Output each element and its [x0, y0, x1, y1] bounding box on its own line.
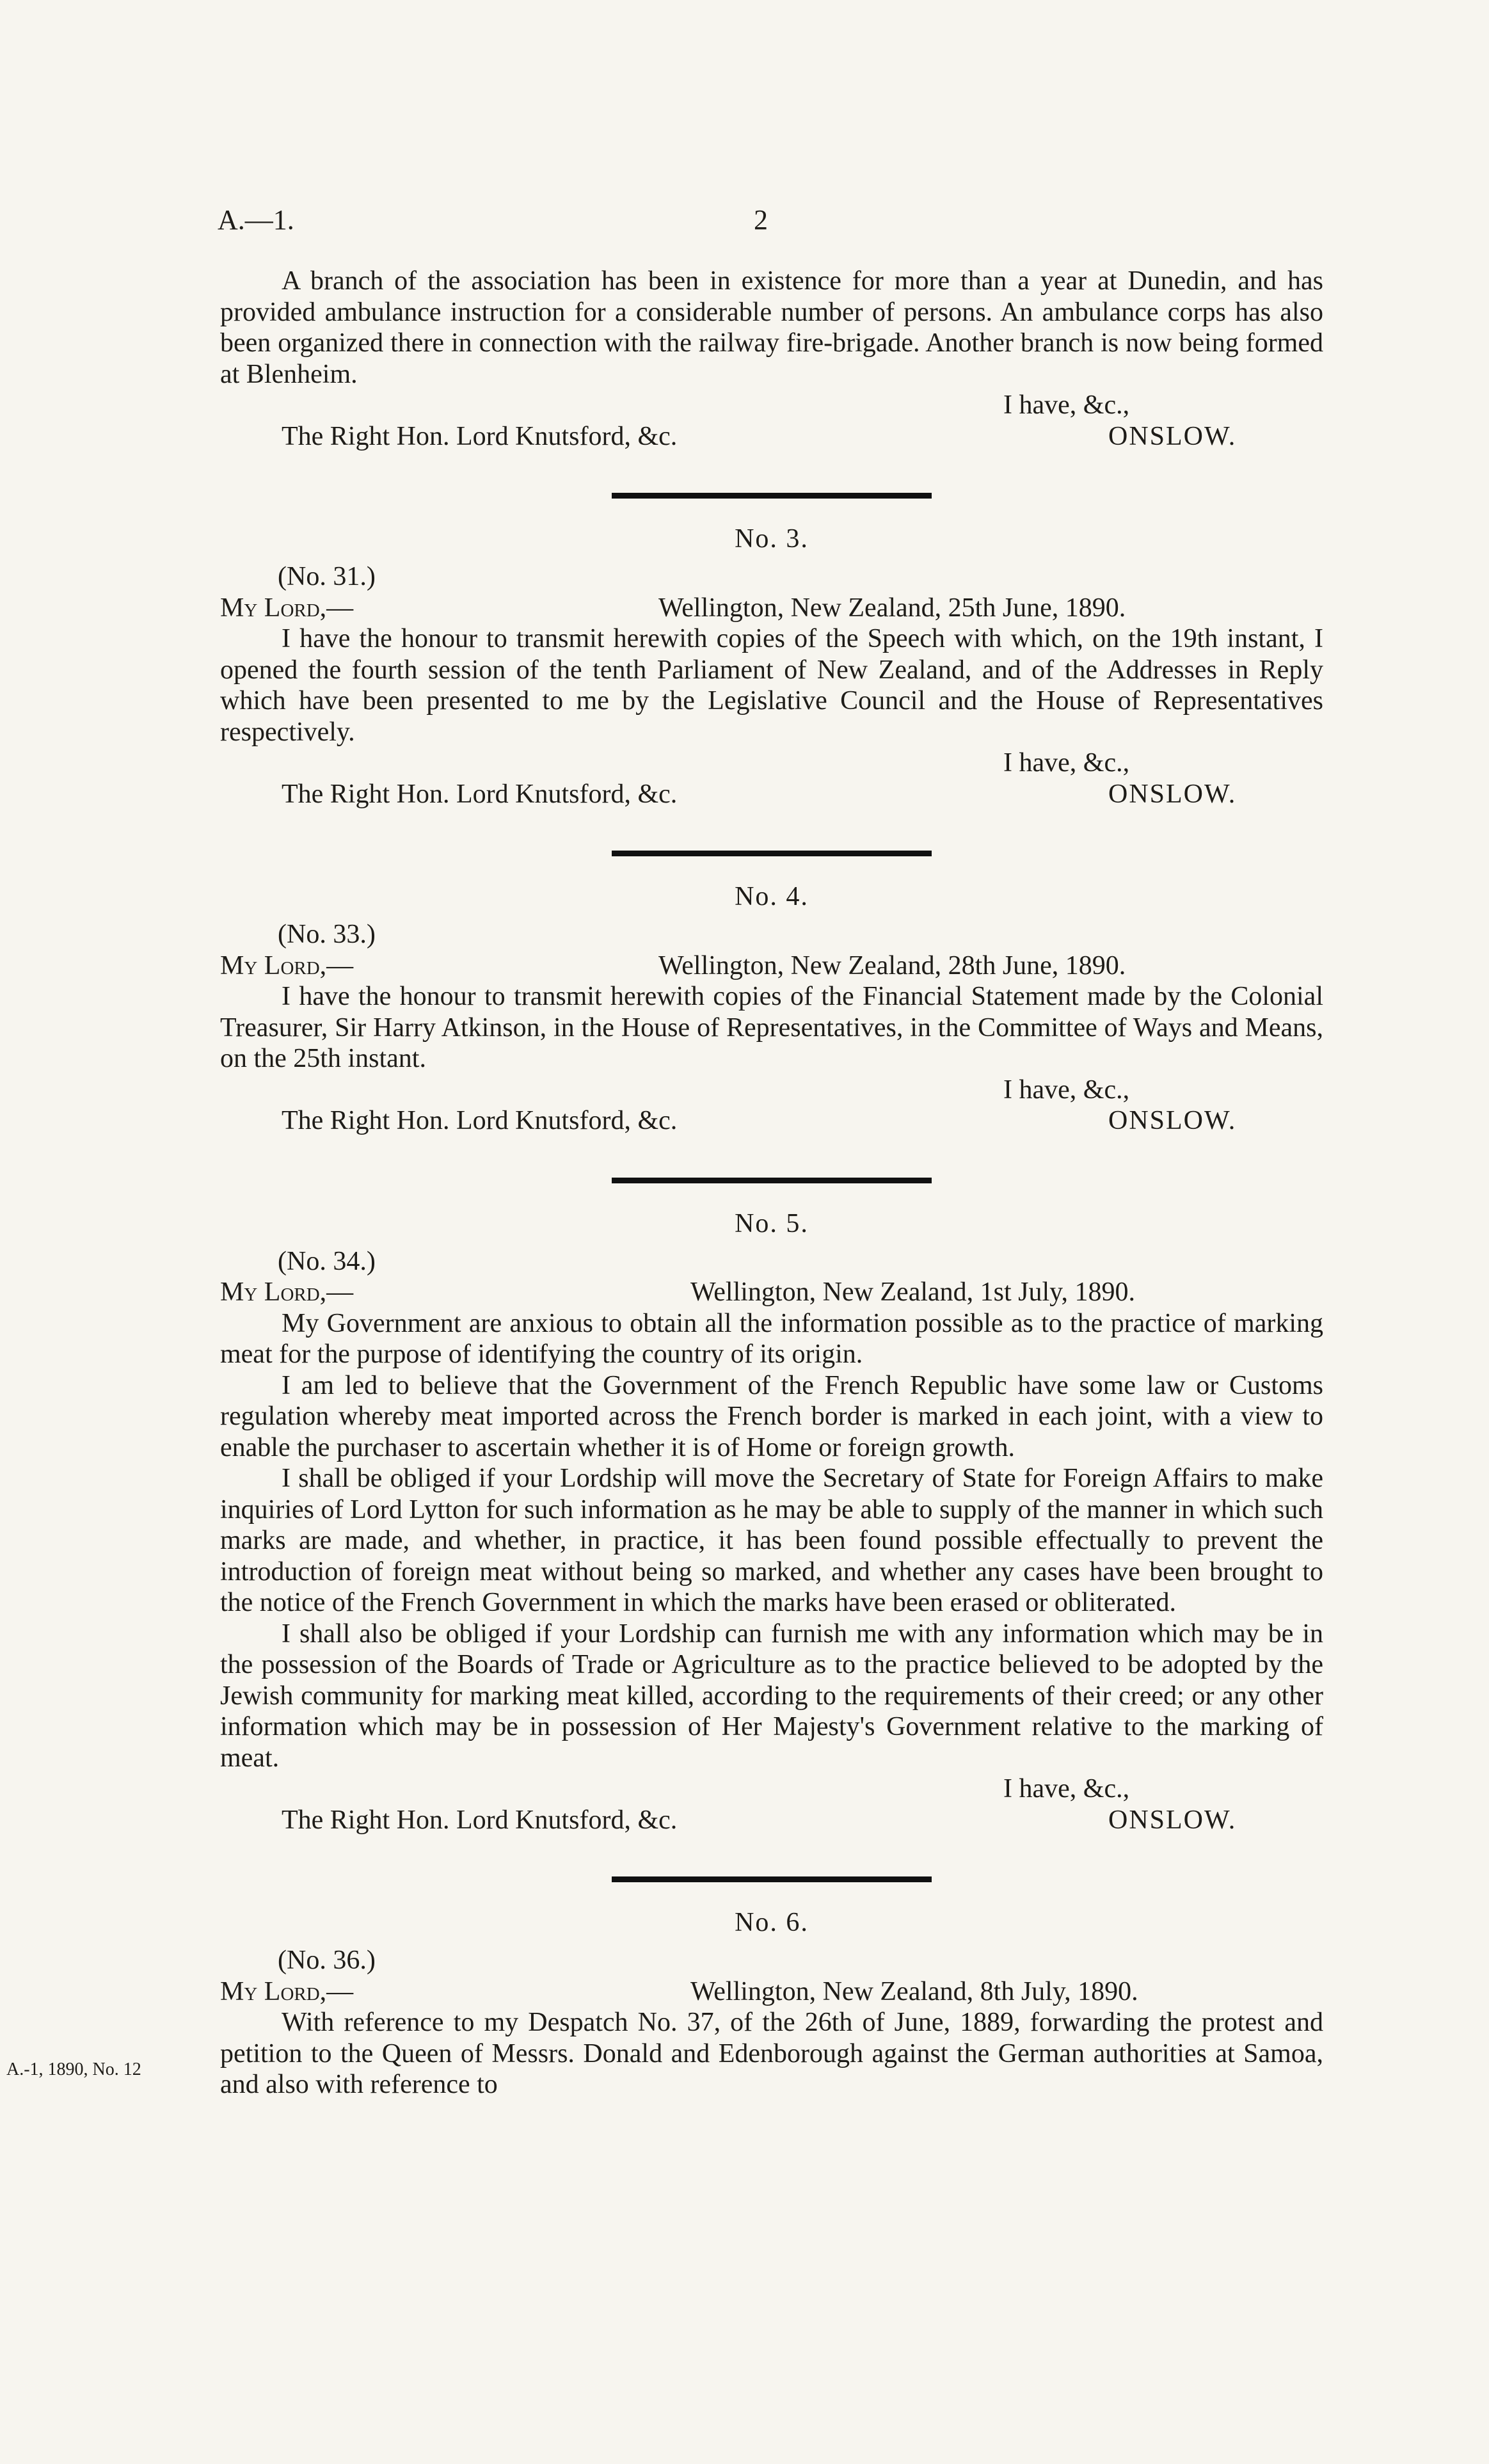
document-reference: A.—1. — [218, 204, 294, 236]
dispatch-paragraph: I shall be obliged if your Lordship will move the Secretary of State for Foreign Affairs to make inquiries of Lord Lytton for such information as he may be able to supply of the manner in which such marks are made, and whether, in practice, it has been found possible effectually to prevent the introduction of foreign meat without being so marked, and whether any cases have been brought to the notice of the French Government in which the marks have been erased or obliterated. — [220, 1464, 1323, 1617]
intro-paragraph: A branch of the association has been in existence for more than a year at Dunedin, and has provided ambulance instruction for a considerable number of persons. An ambulance corps has also been organized there in connection with the railway fire-brigade. Another branch is now being formed at Blenheim. — [220, 266, 1323, 389]
salutation-row — [220, 950, 1323, 982]
section-divider — [612, 493, 932, 499]
dispatch-paragraph: My Government are anxious to obtain all the information possible as to the practice of marking meat for the purpose of identifying the country of its origin. — [220, 1308, 1323, 1369]
salutation: My Lord,— — [220, 1976, 354, 2006]
dispatch-reference: (No. 36.) — [278, 1946, 376, 1975]
closing-formula: I have, &c., — [1003, 748, 1130, 778]
signature: ONSLOW. — [1108, 1805, 1237, 1835]
dispatch-number: No. 3. — [735, 524, 809, 554]
signature: ONSLOW. — [1108, 1106, 1237, 1135]
section-divider — [612, 1178, 932, 1183]
place-date: Wellington, New Zealand, 25th June, 1890. — [658, 593, 1126, 623]
dispatch-paragraph: I have the honour to transmit herewith copies of the Financial Statement made by the Colonial Treasurer, Sir Harry Atkinson, in the House of Representatives, in the Committee of Ways and Means, on the 25th instant. — [220, 982, 1323, 1073]
dispatch-reference: (No. 31.) — [278, 562, 376, 591]
dispatch-number: No. 6. — [735, 1908, 809, 1937]
page-number: 2 — [754, 204, 768, 236]
closing-formula: I have, &c., — [1003, 1774, 1130, 1804]
addressee: The Right Hon. Lord Knutsford, &c. — [282, 779, 678, 809]
dispatch-paragraph: I am led to believe that the Government of the French Republic have some law or Customs regulation whereby meat imported across the French border is marked in each joint, with a view to enable the purchaser to ascertain whether it is of Home or foreign growth. — [220, 1370, 1323, 1462]
signature: ONSLOW. — [1108, 779, 1237, 809]
closing-row — [220, 748, 1323, 779]
closing-row — [220, 390, 1323, 421]
salutation-row — [220, 1976, 1323, 2008]
signature-row — [220, 779, 1323, 810]
section-divider — [612, 1876, 932, 1882]
dispatch-reference: (No. 33.) — [278, 920, 376, 949]
dispatch-number: No. 5. — [735, 1208, 809, 1238]
closing-formula: I have, &c., — [1003, 390, 1130, 420]
signature-row — [220, 421, 1323, 452]
dispatch-paragraph: I shall also be obliged if your Lordship can furnish me with any information which may be in the possession of the Boards of Trade or Agriculture as to the practice believed to be adopted by the Jewish community for marking meat killed, according to the requirements of their creed; or any other information which may be in possession of Her Majesty's Government relative to the marking of meat. — [220, 1619, 1323, 1773]
dispatch-paragraph: I have the honour to transmit herewith copies of the Speech with which, on the 19th instant, I opened the fourth session of the tenth Parliament of New Zealand, and of the Addresses in Reply which have been presented to me by the Legislative Council and the House of Representatives respectively. — [220, 624, 1323, 747]
closing-formula: I have, &c., — [1003, 1075, 1130, 1105]
margin-note: A.-1, 1890, No. 12 — [6, 2060, 141, 2079]
signature-row — [220, 1805, 1323, 1836]
dispatch-number: No. 4. — [735, 882, 809, 911]
salutation-row — [220, 593, 1323, 624]
place-date: Wellington, New Zealand, 8th July, 1890. — [690, 1976, 1138, 2006]
addressee: The Right Hon. Lord Knutsford, &c. — [282, 1106, 678, 1135]
salutation: My Lord,— — [220, 950, 354, 980]
dispatch-reference: (No. 34.) — [278, 1246, 376, 1276]
signature-row — [220, 1105, 1323, 1137]
dispatch-paragraph: With reference to my Despatch No. 37, of the 26th of June, 1889, forwarding the protest and petition to the Queen of Messrs. Donald and Edenborough against the German authorities at Samoa, and also with reference to — [220, 2008, 1323, 2099]
document-body — [220, 266, 1323, 2100]
salutation: My Lord,— — [220, 1277, 354, 1307]
addressee: The Right Hon. Lord Knutsford, &c. — [282, 421, 678, 451]
place-date: Wellington, New Zealand, 1st July, 1890. — [690, 1277, 1135, 1307]
closing-row — [220, 1075, 1323, 1106]
signature: ONSLOW. — [1108, 421, 1237, 451]
salutation-row — [220, 1277, 1323, 1308]
place-date: Wellington, New Zealand, 28th June, 1890. — [658, 950, 1126, 980]
addressee: The Right Hon. Lord Knutsford, &c. — [282, 1805, 678, 1835]
section-divider — [612, 851, 932, 856]
closing-row — [220, 1773, 1323, 1805]
salutation: My Lord,— — [220, 593, 354, 623]
